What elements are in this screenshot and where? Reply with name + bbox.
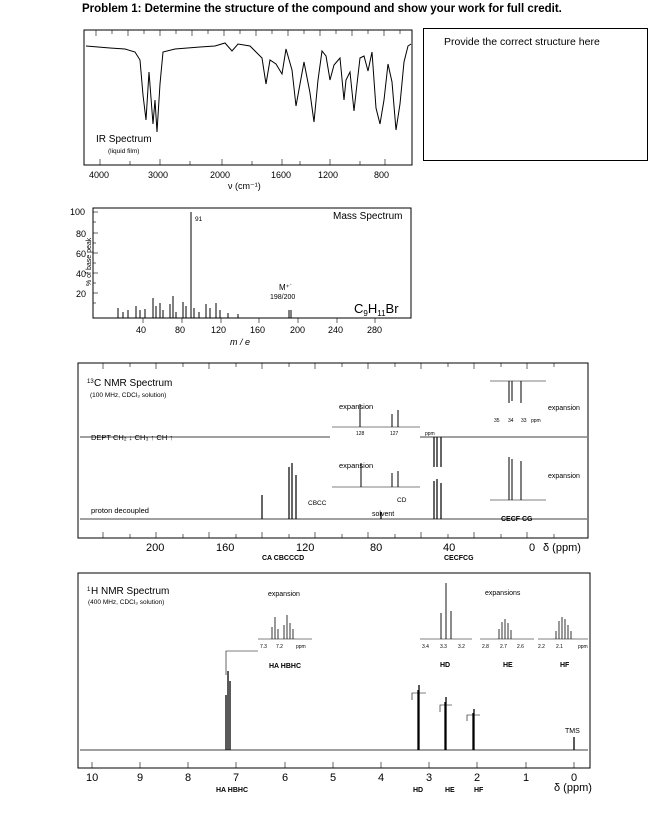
h1-axis-2: 2	[474, 772, 481, 784]
ms-base-peak-label: 91	[195, 216, 203, 223]
h1-axis-9: 9	[137, 772, 144, 784]
h1-name-sup: 1	[87, 587, 91, 593]
c13-exp4-label: expansion	[548, 473, 580, 480]
h1-label-f: HF	[560, 662, 570, 669]
c13-axis-120: 120	[296, 542, 315, 554]
h1-axis-unit: δ (ppm)	[554, 782, 592, 794]
ms-ytick-20: 20	[76, 289, 87, 299]
answer-box-label: Provide the correct structure here	[444, 36, 600, 48]
c13-name: C NMR Spectrum	[94, 378, 173, 389]
ms-ytick-60: 60	[76, 249, 87, 259]
h1-tms-label: TMS	[565, 728, 580, 735]
c13-solvent-label: solvent	[372, 511, 395, 518]
c13-axis-unit: δ (ppm)	[543, 542, 581, 554]
c13-exp1-tick: ppm	[425, 431, 435, 437]
ms-xtick-200: 200	[290, 325, 306, 335]
ms-molecular-ion: M⁺˙	[279, 283, 293, 292]
h1-exp-tick: 7.2	[276, 644, 283, 650]
h1-exp-label: expansion	[268, 591, 300, 598]
h1-below-f: HF	[474, 787, 484, 794]
ms-name: Mass Spectrum	[333, 211, 403, 222]
c13-below-aliphatic: CECFCG	[444, 555, 474, 562]
ms-ytick-80: 80	[76, 229, 87, 239]
h1-below-d: HD	[413, 787, 424, 794]
c13-peak-label-fg: CECF CG	[501, 516, 533, 523]
h1-below-aromatic: HA HBHC	[216, 787, 249, 794]
h1-main-peaks	[226, 671, 574, 750]
ms-xtick-280: 280	[367, 325, 383, 335]
ms-xtick-80: 80	[175, 325, 186, 335]
ms-xtick-160: 160	[250, 325, 266, 335]
c13-axis-200: 200	[146, 542, 165, 554]
h1-expansions-label: expansions	[485, 590, 521, 597]
h1-axis-5: 5	[330, 772, 337, 784]
h1-axis-10: 10	[86, 772, 99, 784]
h1-label-e: HE	[503, 662, 513, 669]
c13-exp3-tick: ppm	[531, 418, 541, 424]
h1-exp-e-tick: 2.6	[517, 644, 524, 650]
c13-exp1-label: expansion	[339, 402, 374, 411]
ir-tick-1200: 1200	[318, 170, 339, 180]
c13-pd-peaks	[262, 463, 441, 519]
mass-spectrum	[0, 200, 662, 350]
c13-below-aromatic: CA CBCCCD	[262, 555, 305, 562]
h1-nmr-spectrum	[0, 567, 662, 817]
page-title: Problem 1: Determine the structure of the compound and show your work for full credit.	[82, 3, 562, 15]
ms-xtick-240: 240	[328, 325, 344, 335]
h1-integral-aromatic	[226, 651, 258, 675]
ir-axis-label: ν (cm⁻¹)	[228, 181, 261, 191]
ir-tick-800: 800	[374, 170, 390, 180]
c13-axis-0: 0	[529, 542, 536, 554]
ms-ytick-40: 40	[76, 269, 87, 279]
h1-axis-3: 3	[426, 772, 433, 784]
h1-below-e: HE	[445, 787, 455, 794]
ir-tick-3000: 3000	[148, 170, 169, 180]
h1-exp-assign: HA HBHC	[269, 663, 302, 670]
ms-formula: $C_9H_{11}Br$	[354, 301, 399, 318]
c13-exp1-tick: 127	[390, 431, 399, 437]
h1-exp-f-tick: 2.1	[556, 644, 563, 650]
ir-condition: (liquid film)	[108, 148, 140, 155]
h1-axis-8: 8	[185, 772, 192, 784]
h1-exp-f-tick: ppm	[578, 644, 588, 650]
h1-axis-1: 1	[523, 772, 530, 784]
c13-nmr-spectrum	[0, 355, 662, 565]
c13-exp1-tick: 128	[356, 431, 365, 437]
h1-exp-tick: ppm	[296, 644, 306, 650]
h1-exp-e-tick: 2.7	[500, 644, 507, 650]
c13-dept-label: DEPT CH₂ ↓ CH₃ ↑ CH ↑	[91, 433, 174, 442]
ir-spectrum	[0, 0, 662, 200]
c13-exp3-tick: 35	[494, 418, 500, 424]
h1-exp-d-tick: 3.4	[422, 644, 429, 650]
c13-axis-40: 40	[443, 542, 456, 554]
ms-xtick-40: 40	[136, 325, 147, 335]
ir-tick-4000: 4000	[89, 170, 110, 180]
ms-ytick-100: 100	[70, 207, 86, 217]
h1-name: H NMR Spectrum	[91, 586, 170, 597]
c13-peak-label-d: CD	[397, 497, 407, 504]
c13-exp2-label: expansion	[339, 461, 374, 470]
ms-molecular-ion-masses: 198/200	[270, 294, 296, 301]
ir-bottom-ticks	[100, 159, 385, 165]
ir-top-ticks	[96, 30, 400, 36]
h1-exp-d-tick: 3.3	[440, 644, 447, 650]
h1-axis-6: 6	[282, 772, 289, 784]
ms-peaks	[118, 212, 291, 318]
c13-axis-160: 160	[216, 542, 235, 554]
ir-tick-2000: 2000	[210, 170, 231, 180]
ir-tick-1600: 1600	[271, 170, 292, 180]
h1-axis-0: 0	[571, 772, 578, 784]
c13-axis-80: 80	[370, 542, 383, 554]
c13-exp3-tick: 34	[508, 418, 514, 424]
h1-axis-7: 7	[233, 772, 240, 784]
c13-proton-decoupled-label: proton decoupled	[91, 506, 149, 515]
c13-exp3-label: expansion	[548, 405, 580, 412]
h1-axis-4: 4	[378, 772, 385, 784]
h1-exp-tick: 7.3	[260, 644, 267, 650]
ir-trace	[86, 43, 411, 132]
h1-exp-f-tick: 2.2	[538, 644, 545, 650]
c13-condition: (100 MHz, CDCl₃ solution)	[90, 392, 167, 399]
ms-xlabel: m / e	[230, 337, 251, 347]
h1-label-d: HD	[440, 662, 451, 669]
h1-exp-d-tick: 3.2	[458, 644, 465, 650]
ms-ylabel: % of base peak	[86, 237, 93, 286]
c13-peak-label-bc: CBCC	[308, 500, 327, 507]
h1-condition: (400 MHz, CDCl₃ solution)	[88, 599, 165, 606]
c13-name-sup: 13	[87, 379, 94, 385]
ir-name: IR Spectrum	[96, 134, 152, 145]
c13-exp3-tick: 33	[521, 418, 527, 424]
ms-xtick-120: 120	[211, 325, 227, 335]
h1-exp-e-tick: 2.8	[482, 644, 489, 650]
